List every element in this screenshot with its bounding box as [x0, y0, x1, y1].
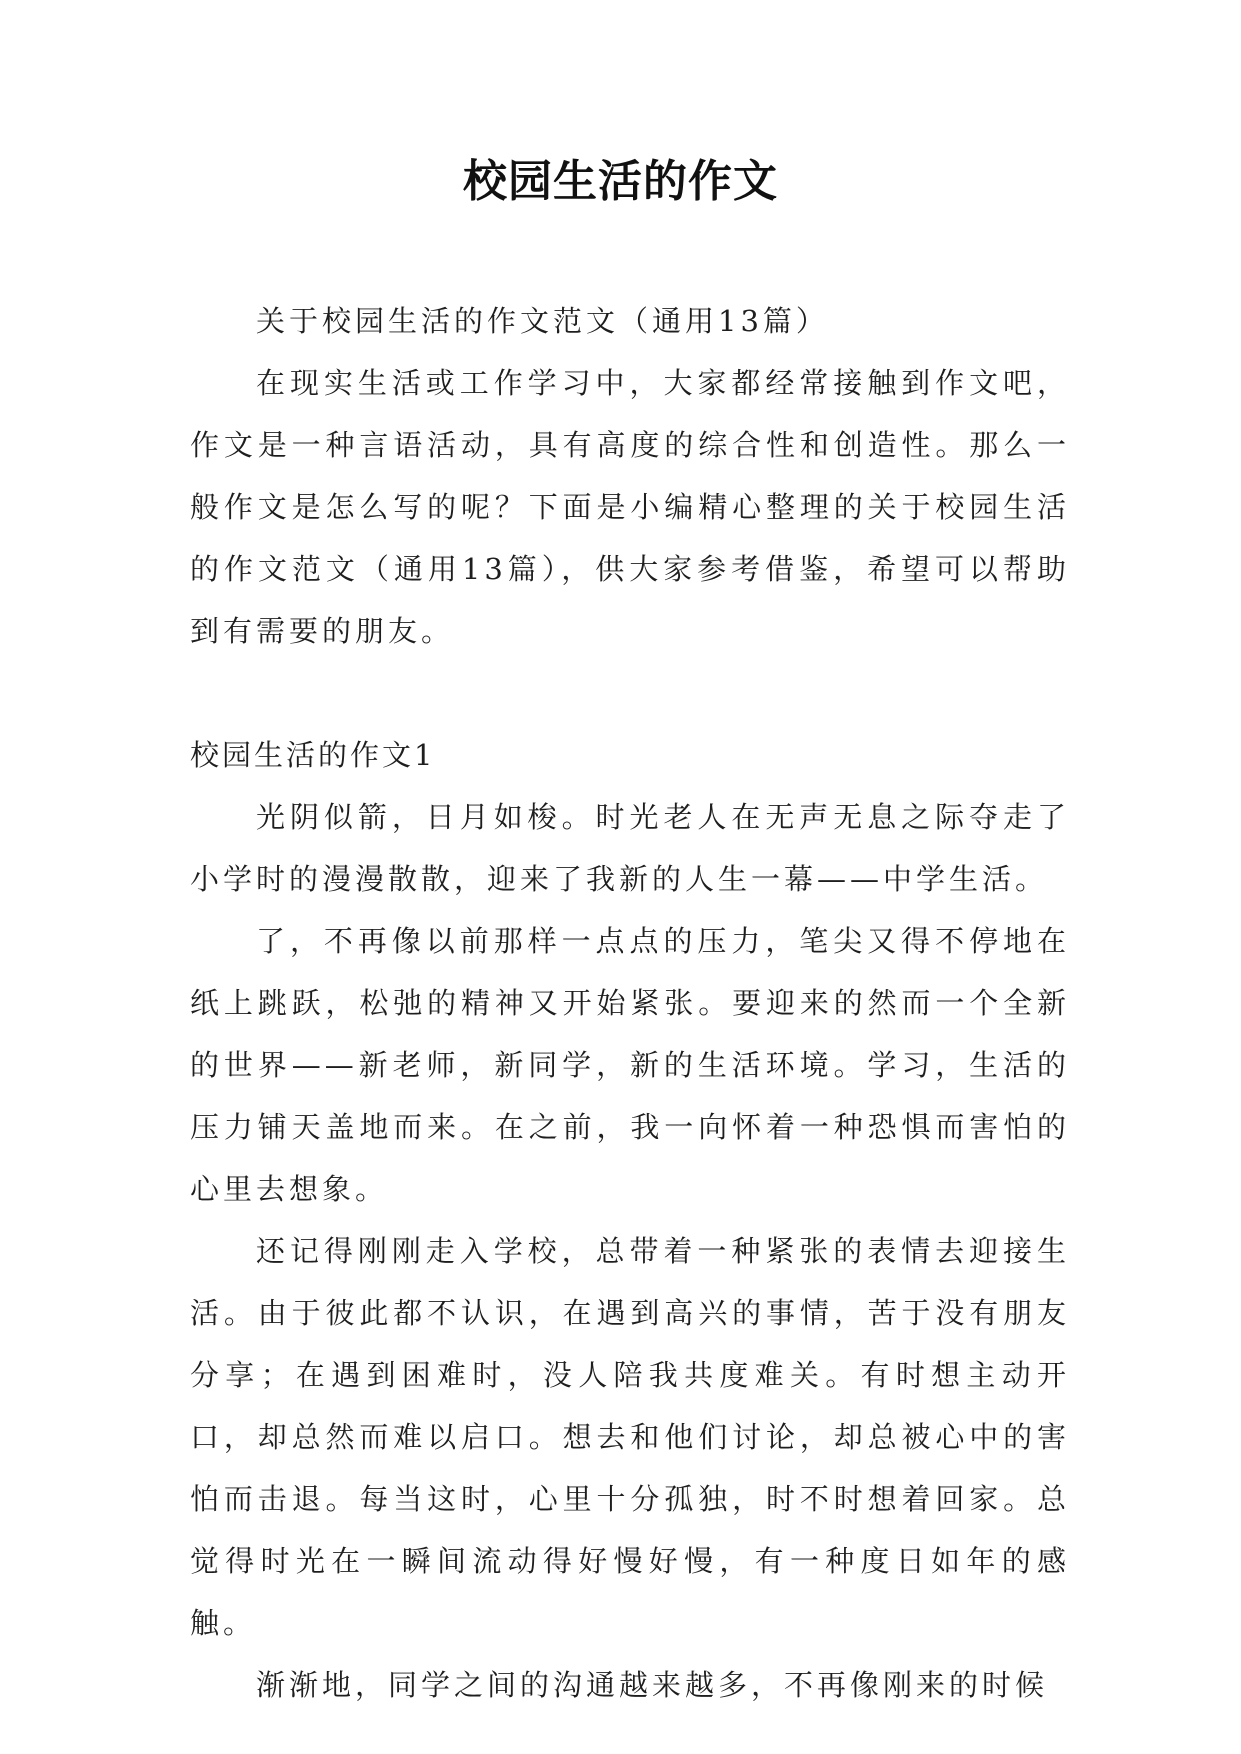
document-subtitle: 关于校园生活的作文范文（通用13篇） — [256, 304, 829, 338]
body-paragraph-1: 光阴似箭，日月如梭。时光老人在无声无息之际夺走了小学时的漫漫散散，迎来了我新的人生一幕——中学生活。 — [190, 800, 1070, 896]
page-title: 校园生活的作文 — [463, 156, 778, 207]
body-paragraph-4: 渐渐地，同学之间的沟通越来越多，不再像刚来的时候 — [256, 1668, 1049, 1702]
body-paragraph-2: 了，不再像以前那样一点点的压力，笔尖又得不停地在纸上跳跃，松弛的精神又开始紧张。要迎来的然而一个全新的世界——新老师，新同学，新的生活环境。学习，生活的压力铺天盖地而来。在之前，我一向怀着一种恐惧而害怕的心里去想象。 — [190, 924, 1070, 1206]
intro-paragraph: 在现实生活或工作学习中，大家都经常接触到作文吧，作文是一种言语活动，具有高度的综合性和创造性。那么一般作文是怎么写的呢？下面是小编精心整理的关于校园生活的作文范文（通用13篇），供大家参考借鉴，希望可以帮助到有需要的朋友。 — [190, 366, 1070, 648]
body-paragraph-3: 还记得刚刚走入学校，总带着一种紧张的表情去迎接生活。由于彼此都不认识，在遇到高兴的事情，苦于没有朋友分享；在遇到困难时，没人陪我共度难关。有时想主动开口，却总然而难以启口。想去和他们讨论，却总被心中的害怕而击退。每当这时，心里十分孤独，时不时想着回家。总觉得时光在一瞬间流动得好慢好慢，有一种度日如年的感触。 — [190, 1234, 1070, 1640]
section-heading: 校园生活的作文1 — [190, 738, 436, 772]
spacer — [190, 662, 1070, 724]
document-body — [190, 290, 1070, 1716]
